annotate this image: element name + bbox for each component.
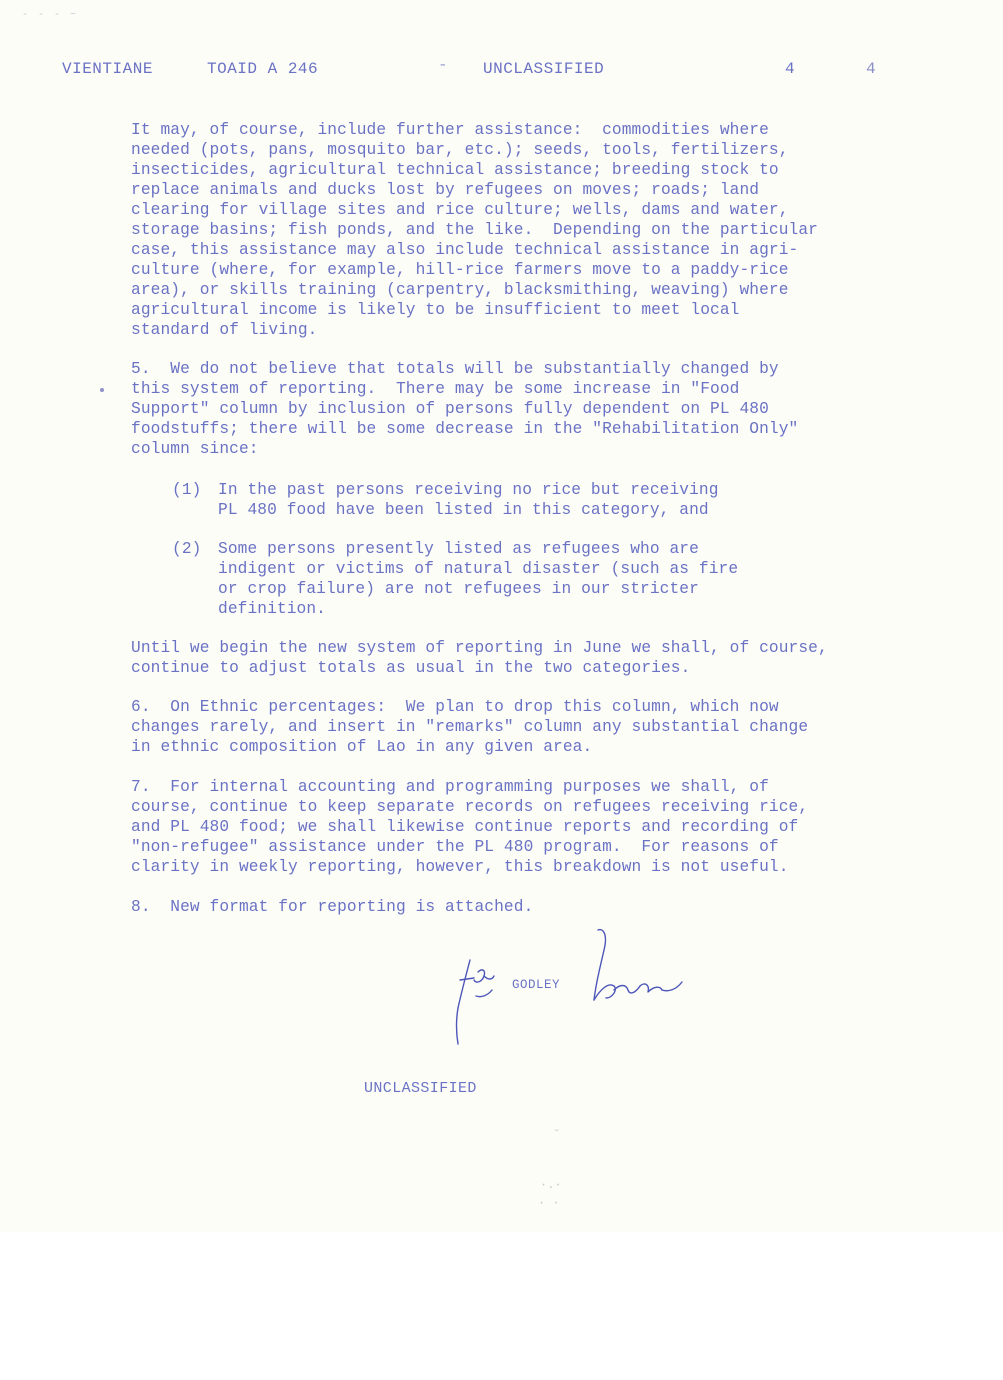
paragraph-6: 6. On Ethnic percentages: We plan to drop this column, which now changes rarely, and insert in "remarks" column any substantial change in ethnic composition of Lao in any given area. [131, 698, 809, 756]
stray-mark: ·.· [540, 1178, 562, 1192]
header-page-number-handwritten: 4 [866, 60, 877, 78]
header-dash: - [438, 56, 449, 74]
paragraph-7: 7. For internal accounting and programming purposes we shall, of course, continue to keep separate records on refugees receiving rice, and PL 480 food; we shall likewise continue reports and recording of "non-refugee" assistance under the PL 480 program. For reasons of clarity in weekly reporting, however, this breakdown is not useful. [131, 778, 809, 876]
stray-mark: ˇ [553, 1128, 561, 1142]
header-reference: TOAID A 246 [207, 60, 319, 78]
list-item-2: Some persons presently listed as refugees who are indigent or victims of natural disaster (such as fire or crop failure) are not refugees in our stricter definition. [218, 540, 739, 618]
paragraph-5: 5. We do not believe that totals will be substantially changed by this system of reporting. There may be some increase in "Food Support" column by inclusion of persons fully dependent on PL 480 foodstuffs; there will be some decrease in the "Rehabilitation Only" column since: [131, 360, 799, 458]
header-classification: UNCLASSIFIED [483, 60, 605, 78]
list-item-1: In the past persons receiving no rice but receiving PL 480 food have been listed in this category, and [218, 481, 719, 519]
header-city: VIENTIANE [62, 60, 153, 78]
stray-mark: · · [538, 1196, 560, 1210]
list-item-2-number: (2) [172, 540, 202, 558]
paragraph-intro: It may, of course, include further assistance: commodities where needed (pots, pans, mosquito bar, etc.); seeds, tools, fertilizers, insecticides, agricultural technical assistance; breeding stock to replace animals and ducks lost by refugees on moves; roads; land clearing for village sites and rice culture; wells, dams and water, storage basins; fish ponds, and the like. Depending on the particular case, this assistance may also include technical assistance in agri- culture (where, for example, hill-rice farmers move to a paddy-rice area), or skills training (carpentry, blacksmithing, weaving) where agricultural income is likely to be insufficient to meet local standard of living. [131, 121, 818, 339]
footer-classification: UNCLASSIFIED [364, 1080, 477, 1097]
margin-dot [100, 388, 104, 392]
handwritten-signature [448, 920, 708, 1050]
corner-smudge: - - - ~ [22, 10, 79, 21]
paragraph-until: Until we begin the new system of reporting in June we shall, of course, continue to adjust totals as usual in the two categories. [131, 639, 828, 677]
paragraph-8: 8. New format for reporting is attached. [131, 898, 534, 916]
header-page-number: 4 [785, 60, 796, 78]
signer-name: GODLEY [512, 978, 561, 992]
list-item-1-number: (1) [172, 481, 202, 499]
